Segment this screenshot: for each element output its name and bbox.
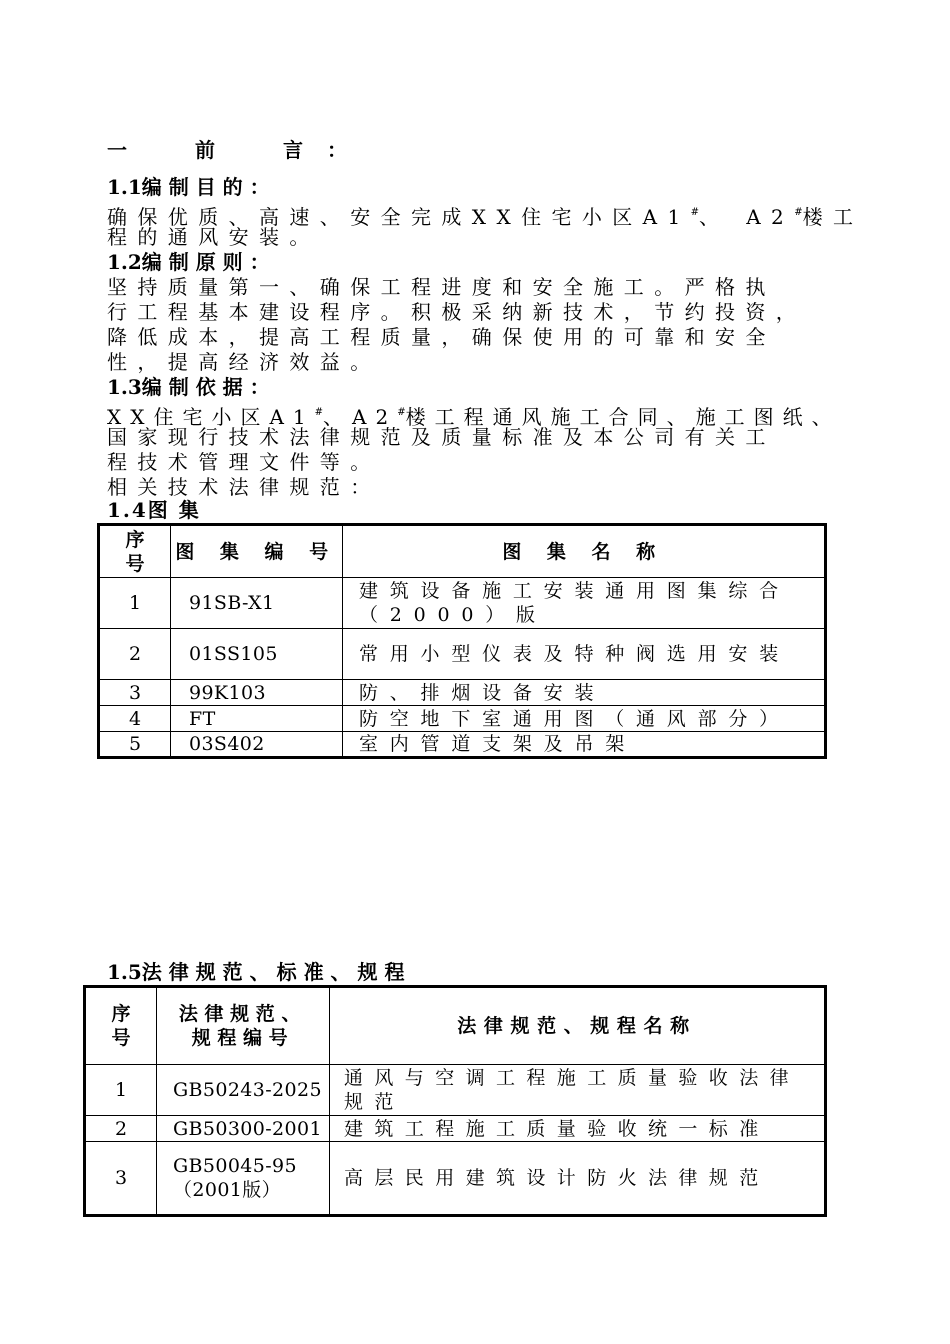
table-row: [99, 629, 826, 680]
heading-1-1: 1.1编 制 目 的 ：: [107, 175, 270, 199]
norms-row-code: GB50045-95（2001版）: [157, 1142, 330, 1216]
paragraph-purpose-line-2: 程的通风安装。: [107, 225, 320, 249]
atlas-row-name: 防、排烟设备安装: [343, 680, 826, 706]
atlas-header-name: 图 集 名 称: [343, 525, 826, 578]
paragraph-basis-line-4: 相关技术法律规范：: [107, 475, 381, 499]
atlas-row-code: 01SS105: [171, 629, 343, 680]
atlas-row-code: FT: [171, 706, 343, 732]
atlas-header-code: 图 集 编 号: [171, 525, 343, 578]
heading-1-2: 1.2编 制 原 则 ：: [107, 250, 270, 274]
paragraph-principle-line-3: 降低成本，提高工程质量，确保使用的可靠和安全: [107, 325, 776, 349]
norms-header-no: 序号: [85, 987, 157, 1065]
atlas-row-no: 2: [99, 629, 171, 680]
norms-header-code: 法律规范、规程编号: [157, 987, 330, 1065]
atlas-row-code: 03S402: [171, 732, 343, 758]
atlas-table: [97, 523, 827, 759]
norms-row-code: GB50300-2001: [157, 1116, 330, 1142]
atlas-header-no: 序号: [99, 525, 171, 578]
atlas-row-code: 91SB-X1: [171, 578, 343, 629]
atlas-row-code: 99K103: [171, 680, 343, 706]
heading-1-5: 1.5法 律 规 范 、 标 准 、 规 程: [107, 960, 405, 984]
table-row: [99, 680, 826, 706]
paragraph-basis-line-2: 国家现行技术法律规范及质量标准及本公司有关工: [107, 425, 776, 449]
paragraph-basis-line-1: XX住宅小区A1#、A2#楼工程通风施工合同、施工图纸、: [107, 405, 841, 429]
paragraph-basis-line-3: 程技术管理文件等。: [107, 450, 381, 474]
heading-1-3: 1.3编 制 依 据 ：: [107, 375, 270, 399]
norms-table: [83, 985, 827, 1217]
norms-row-name: 高层民用建筑设计防火法律规范: [330, 1142, 826, 1216]
norms-row-name: 建筑工程施工质量验收统一标准: [330, 1116, 826, 1142]
norms-table-header: [85, 987, 826, 1065]
table-row: [85, 1065, 826, 1116]
atlas-row-no: 1: [99, 578, 171, 629]
atlas-row-no: 3: [99, 680, 171, 706]
section-title: 一 前 言：: [107, 138, 371, 162]
atlas-row-no: 4: [99, 706, 171, 732]
norms-row-code: GB50243-2025: [157, 1065, 330, 1116]
heading-1-4: 1.4图 集: [107, 498, 201, 522]
norms-row-no: 2: [85, 1116, 157, 1142]
atlas-row-name: 建筑设备施工安装通用图集综合（2000）版: [343, 578, 826, 629]
atlas-row-no: 5: [99, 732, 171, 758]
paragraph-principle-line-4: 性，提高经济效益。: [107, 350, 381, 374]
atlas-row-name: 室内管道支架及吊架: [343, 732, 826, 758]
norms-row-no: 3: [85, 1142, 157, 1216]
table-row: [99, 706, 826, 732]
atlas-row-name: 常用小型仪表及特种阀选用安装: [343, 629, 826, 680]
paragraph-purpose-line-1: 确保优质、高速、安全完成XX住宅小区A1#、 A2#楼工: [107, 205, 864, 229]
table-row: [99, 732, 826, 758]
table-row: [99, 578, 826, 629]
table-row: [85, 1142, 826, 1216]
atlas-table-header: [99, 525, 826, 578]
norms-header-name: 法律规范、规程名称: [330, 987, 826, 1065]
norms-row-name: 通风与空调工程施工质量验收法律规范: [330, 1065, 826, 1116]
norms-row-no: 1: [85, 1065, 157, 1116]
paragraph-principle-line-2: 行工程基本建设程序。积极采纳新技术，节约投资，: [107, 300, 807, 324]
table-row: [85, 1116, 826, 1142]
atlas-row-name: 防空地下室通用图（通风部分）: [343, 706, 826, 732]
paragraph-principle-line-1: 坚持质量第一、确保工程进度和安全施工。严格执: [107, 275, 776, 299]
